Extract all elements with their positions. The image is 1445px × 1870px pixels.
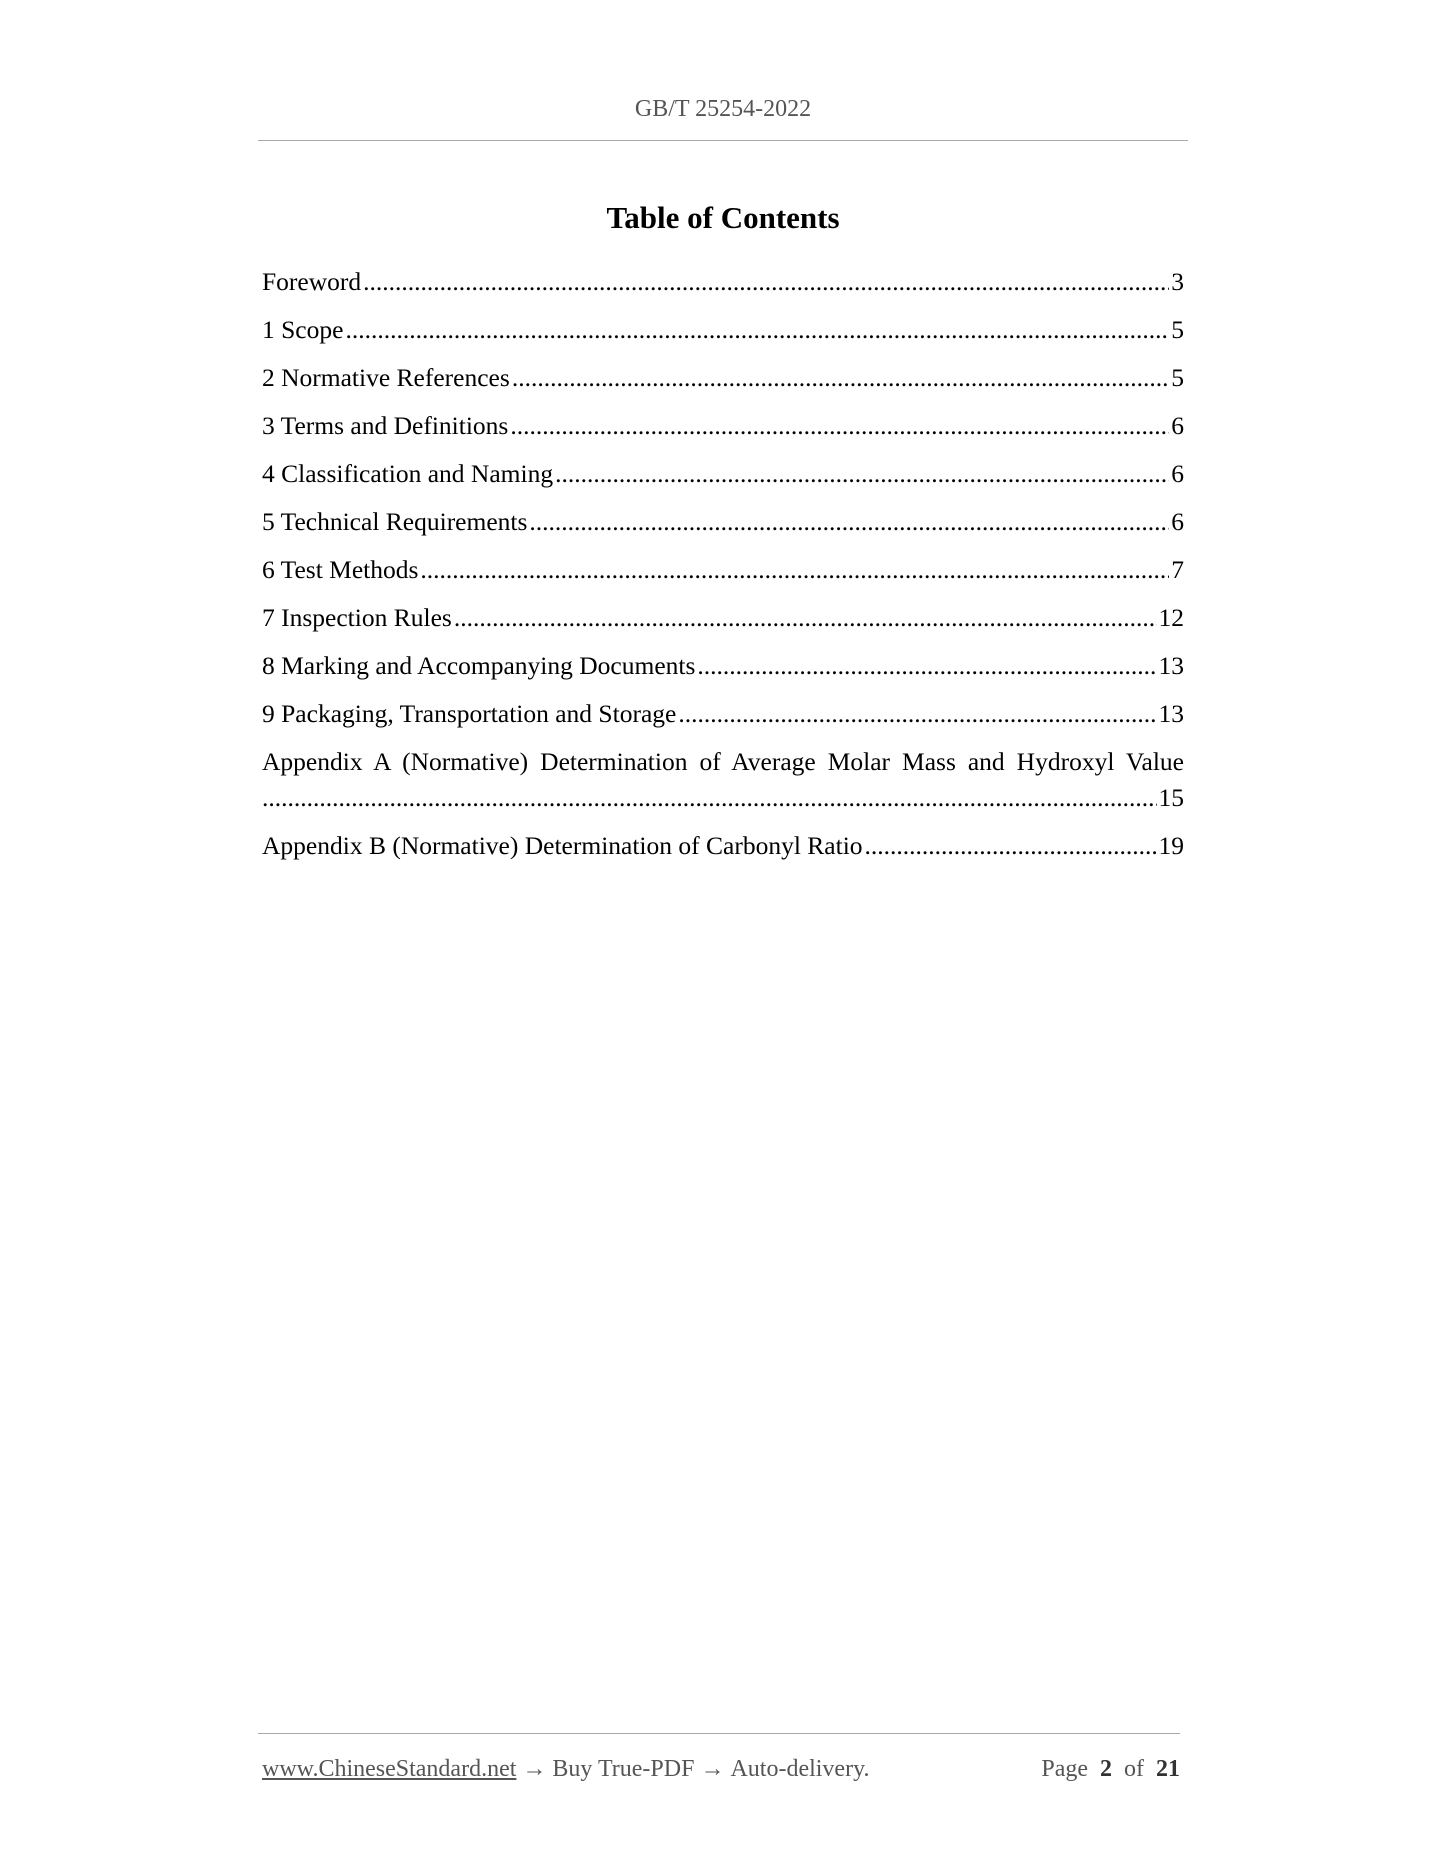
- toc-entry-technical-requirements[interactable]: [262, 504, 1184, 552]
- arrow-right-icon: →: [522, 1756, 547, 1782]
- toc-entry-normative-references[interactable]: [262, 360, 1184, 408]
- toc-entry-scope[interactable]: [262, 312, 1184, 360]
- dot-leader: [678, 696, 1156, 732]
- toc-entry-appendix-b[interactable]: [262, 828, 1184, 876]
- toc-entry-page: 7: [1171, 555, 1184, 584]
- toc-entry-inspection-rules[interactable]: [262, 600, 1184, 648]
- dot-leader: [262, 780, 1157, 816]
- toc-entry-label: 8 Marking and Accompanying Documents: [262, 651, 696, 680]
- toc-entry-label: 2 Normative References: [262, 363, 510, 392]
- toc-title: Table of Contents: [606, 200, 840, 235]
- toc-entry-terms-definitions[interactable]: [262, 408, 1184, 456]
- toc-entry-test-methods[interactable]: [262, 552, 1184, 600]
- toc-entry-page: 6: [1171, 459, 1184, 488]
- toc-entry-packaging-storage[interactable]: [262, 696, 1184, 744]
- footer-divider: [258, 1733, 1180, 1734]
- toc-entry-label: Appendix A (Normative) Determination of Average Molar Mass and Hydroxyl Value: [262, 747, 1184, 776]
- toc-entry-page: 3: [1171, 267, 1184, 296]
- page-word: Page: [1041, 1756, 1088, 1782]
- dot-leader: [510, 408, 1169, 444]
- running-header: GB/T 25254-2022: [634, 96, 812, 122]
- dot-leader: [420, 552, 1169, 588]
- toc-entry-label: 7 Inspection Rules: [262, 603, 452, 632]
- toc-entry-label: Foreword: [262, 267, 362, 296]
- toc-entry-page: 13: [1158, 651, 1184, 680]
- current-page-number: 2: [1100, 1756, 1112, 1782]
- page-footer: [262, 1752, 1180, 1786]
- dot-leader: [697, 648, 1156, 684]
- toc-entry-leader-line: [262, 780, 1184, 816]
- dot-leader: [454, 600, 1157, 636]
- header-divider: [258, 140, 1188, 141]
- table-of-contents: [262, 264, 1184, 876]
- dot-leader: [512, 360, 1169, 396]
- of-word: of: [1124, 1756, 1144, 1782]
- page-indicator: [1041, 1752, 1180, 1786]
- toc-entry-page: 6: [1171, 411, 1184, 440]
- toc-entry-page: 13: [1158, 699, 1184, 728]
- toc-entry-foreword[interactable]: [262, 264, 1184, 312]
- toc-entry-page: 12: [1158, 603, 1184, 632]
- toc-entry-page: 19: [1158, 831, 1184, 860]
- toc-entry-label: 1 Scope: [262, 315, 344, 344]
- toc-entry-classification-naming[interactable]: [262, 456, 1184, 504]
- dot-leader: [529, 504, 1169, 540]
- auto-delivery-text: Auto-delivery.: [730, 1756, 870, 1782]
- dot-leader: [345, 312, 1169, 348]
- toc-entry-page: 15: [1158, 783, 1184, 812]
- toc-entry-label: 4 Classification and Naming: [262, 459, 554, 488]
- toc-entry-label: 3 Terms and Definitions: [262, 411, 509, 440]
- site-link[interactable]: www.ChineseStandard.net: [262, 1756, 517, 1782]
- footer-promo: [262, 1752, 870, 1786]
- dot-leader: [363, 264, 1169, 300]
- toc-entry-page: 5: [1171, 315, 1184, 344]
- dot-leader: [555, 456, 1169, 492]
- arrow-right-icon: →: [700, 1756, 725, 1782]
- toc-entry-page: 6: [1171, 507, 1184, 536]
- buy-pdf-text: Buy True-PDF: [552, 1756, 695, 1782]
- toc-entry-label: Appendix B (Normative) Determination of Carbonyl Ratio: [262, 831, 863, 860]
- toc-entry-label: 5 Technical Requirements: [262, 507, 528, 536]
- total-pages-number: 21: [1156, 1756, 1180, 1782]
- dot-leader: [865, 828, 1157, 864]
- toc-entry-appendix-a[interactable]: [262, 744, 1184, 828]
- toc-entry-label: 9 Packaging, Transportation and Storage: [262, 699, 677, 728]
- toc-entry-label: 6 Test Methods: [262, 555, 419, 584]
- toc-entry-marking-documents[interactable]: [262, 648, 1184, 696]
- toc-entry-page: 5: [1171, 363, 1184, 392]
